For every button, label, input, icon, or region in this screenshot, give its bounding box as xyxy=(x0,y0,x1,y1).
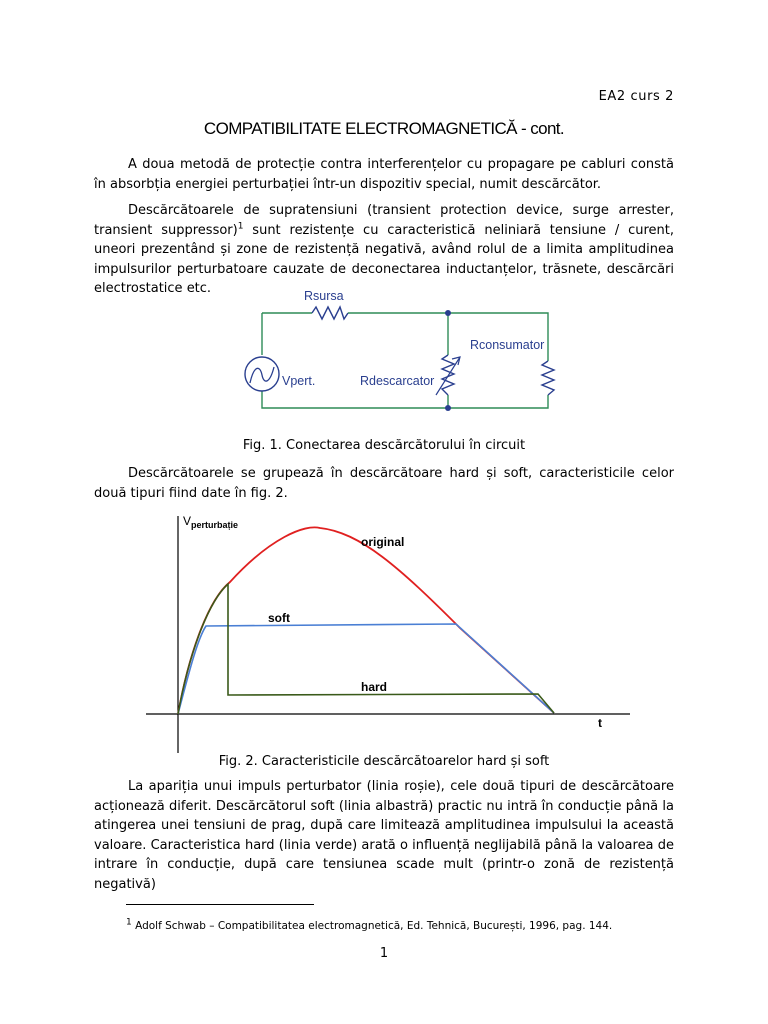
footnote-ref[interactable]: 1 xyxy=(237,221,244,232)
circuit-wires xyxy=(262,313,548,408)
footnote-separator xyxy=(126,904,314,905)
paragraph-2-text-a: Descărcătoarele de supratensiuni (transient protection device, surge arrester, transient suppressor) xyxy=(94,203,674,238)
node-bottom xyxy=(445,405,451,411)
label-rconsumator: Rconsumator xyxy=(470,338,545,352)
y-axis-label-main: V xyxy=(183,514,192,528)
figure-2-caption: Fig. 2. Caracteristicile descărcătoarelor hard și soft xyxy=(218,754,550,769)
footnote-number: 1 xyxy=(126,917,132,928)
rdescarcator-arrow xyxy=(436,357,460,395)
x-axis-label: t xyxy=(598,716,602,730)
paragraph-2-text-b: sunt rezistențe cu caracteristică neliniară tensiune / curent, uneori prezentând și zone de rezistență negativă, având rolul de a limita amplitudinea impulsurilor perturbatoare cauzate de deconectarea inductanțelor, trăsnete, descărcări electrostatice etc. xyxy=(94,222,674,297)
label-rdescarcator: Rdescarcator xyxy=(360,374,435,388)
figure-2-chart xyxy=(140,508,640,756)
label-soft: soft xyxy=(268,611,290,625)
curve-hard xyxy=(178,584,554,714)
rsursa-resistor xyxy=(312,307,348,319)
rconsumator-resistor xyxy=(542,361,554,395)
paragraph-3: Descărcătoarele se grupează în descărcătoare hard și soft, caracteristicile celor două tipuri fiind date în fig. 2. xyxy=(94,466,674,501)
label-rsursa: Rsursa xyxy=(304,289,344,303)
vpert-source-wave xyxy=(250,367,274,383)
page-title: COMPATIBILITATE ELECTROMAGNETICĂ - cont. xyxy=(203,119,565,138)
page-number: 1 xyxy=(379,946,389,961)
paragraph-1: A doua metodă de protecție contra interferențelor cu propagare pe cabluri constă în absorbția energiei perturbației într-un dispozitiv special, numit descărcător. xyxy=(94,157,674,192)
curve-soft xyxy=(178,624,554,714)
footnote xyxy=(126,917,613,932)
label-original: original xyxy=(361,535,405,549)
y-axis-label-sub: perturbație xyxy=(191,520,239,530)
label-vpert: Vpert. xyxy=(282,374,316,388)
figure-1-caption: Fig. 1. Conectarea descărcătorului în circuit xyxy=(242,438,526,453)
paragraph-4: La apariția unui impuls perturbator (linia roșie), cele două tipuri de descărcătoare acționează diferit. Descărcătorul soft (linia albastră) practic nu intră în conducție până la atingerea unei tensiuni de prag, după care limitează amplitudinea impulsului la această valoare. Caracteristica hard (linia verde) arată o influență neglijabilă până la valoarea de intrare în conducție, după care tensiunea scade mult (printr-o zonă de rezistență negativă) xyxy=(94,779,674,892)
figure-1-circuit xyxy=(240,283,580,423)
node-top xyxy=(445,310,451,316)
course-header: EA2 curs 2 xyxy=(598,89,674,104)
y-axis-label xyxy=(183,514,238,530)
label-hard: hard xyxy=(361,680,388,694)
footnote-text: Adolf Schwab – Compatibilitatea electromagnetică, Ed. Tehnică, București, 1996, pag. 144. xyxy=(131,920,613,932)
